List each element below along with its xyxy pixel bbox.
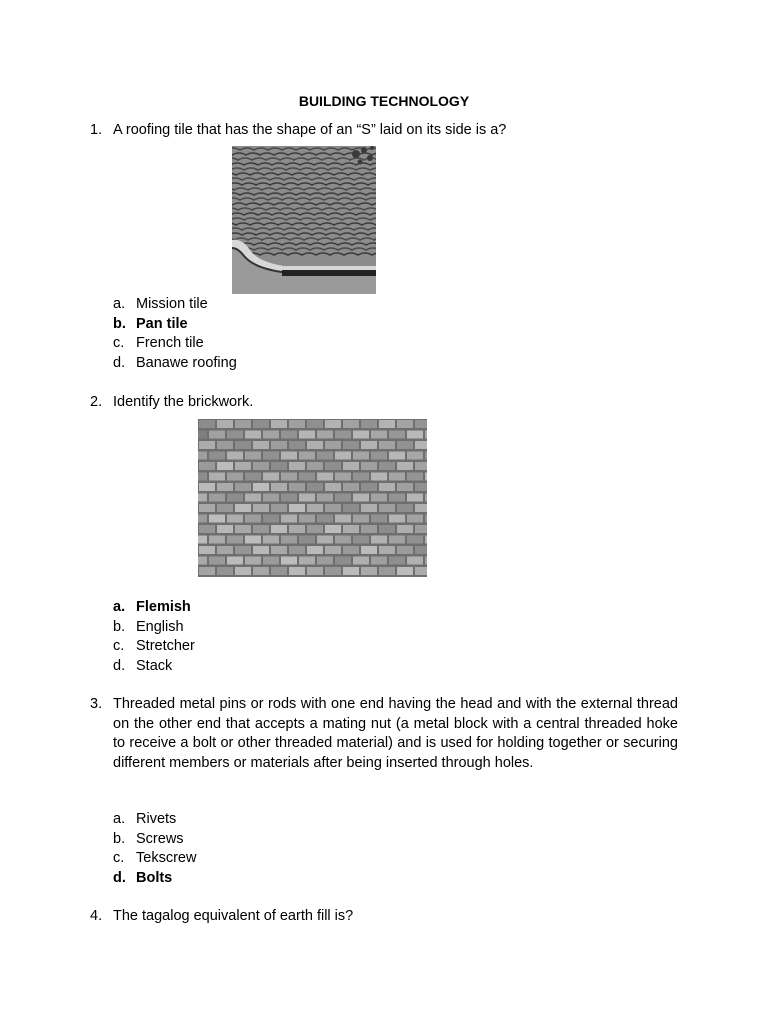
question-text: A roofing tile that has the shape of an “S” laid on its side is a?	[113, 122, 507, 138]
option-label: Stack	[136, 657, 173, 674]
question-number: 2.	[90, 394, 103, 410]
option-label: Tekscrew	[136, 850, 197, 866]
roof-tile-photo	[232, 146, 376, 294]
document-title: BUILDING TECHNOLOGY	[298, 93, 470, 109]
option-label: Pan tile	[136, 315, 188, 332]
question-text: Identify the brickwork.	[113, 394, 254, 410]
option-label: Flemish	[136, 599, 191, 615]
option-label: Mission tile	[136, 296, 208, 312]
option-label: Rivets	[136, 811, 177, 827]
option-label: Bolts	[136, 869, 173, 886]
option-label: English	[136, 618, 184, 635]
option-label: Banawe roofing	[136, 354, 237, 371]
brick-wall-photo	[198, 419, 427, 577]
question-number: 1.	[90, 122, 103, 138]
question-3	[90, 695, 678, 773]
question-number: 4.	[90, 908, 103, 924]
question-4	[90, 907, 678, 927]
question-text: Threaded metal pins or rods with one end having the head and with the external thread on the other end that accepts a mating nut (a metal block with a central threaded hoke to receive a bolt or other threaded material) and is used for holding together or securing different members or materials after being inserted through holes.	[113, 696, 678, 771]
document-page: BUILDING TECHNOLOGY 1. A roofing tile that has the shape of an “S” laid on its side is a? a. Mission tile b. Pan tile c. French tile d. Banawe roofing 2. Identify the brickwork. a. Flemish b. English c. Stretcher d. Stack 3. Threaded metal pins or rods with one end having the head and with the external thread on the other end that accepts a mating nut (a metal block with a central threaded hoke to receive a bolt or other threaded material) and is used for holding together or securing different members or materials after being inserted through holes. a. Rivets b. Screws c. Tekscrew d. Bolts 4. The tagalog equivalent of earth fill is?	[0, 0, 768, 1024]
question-2	[90, 393, 678, 413]
option-label: Screws	[136, 830, 184, 847]
question-number: 3.	[90, 696, 103, 712]
question-1	[90, 121, 678, 141]
option-label: French tile	[136, 335, 204, 351]
question-text: The tagalog equivalent of earth fill is?	[113, 908, 354, 924]
option-label: Stretcher	[136, 638, 195, 654]
